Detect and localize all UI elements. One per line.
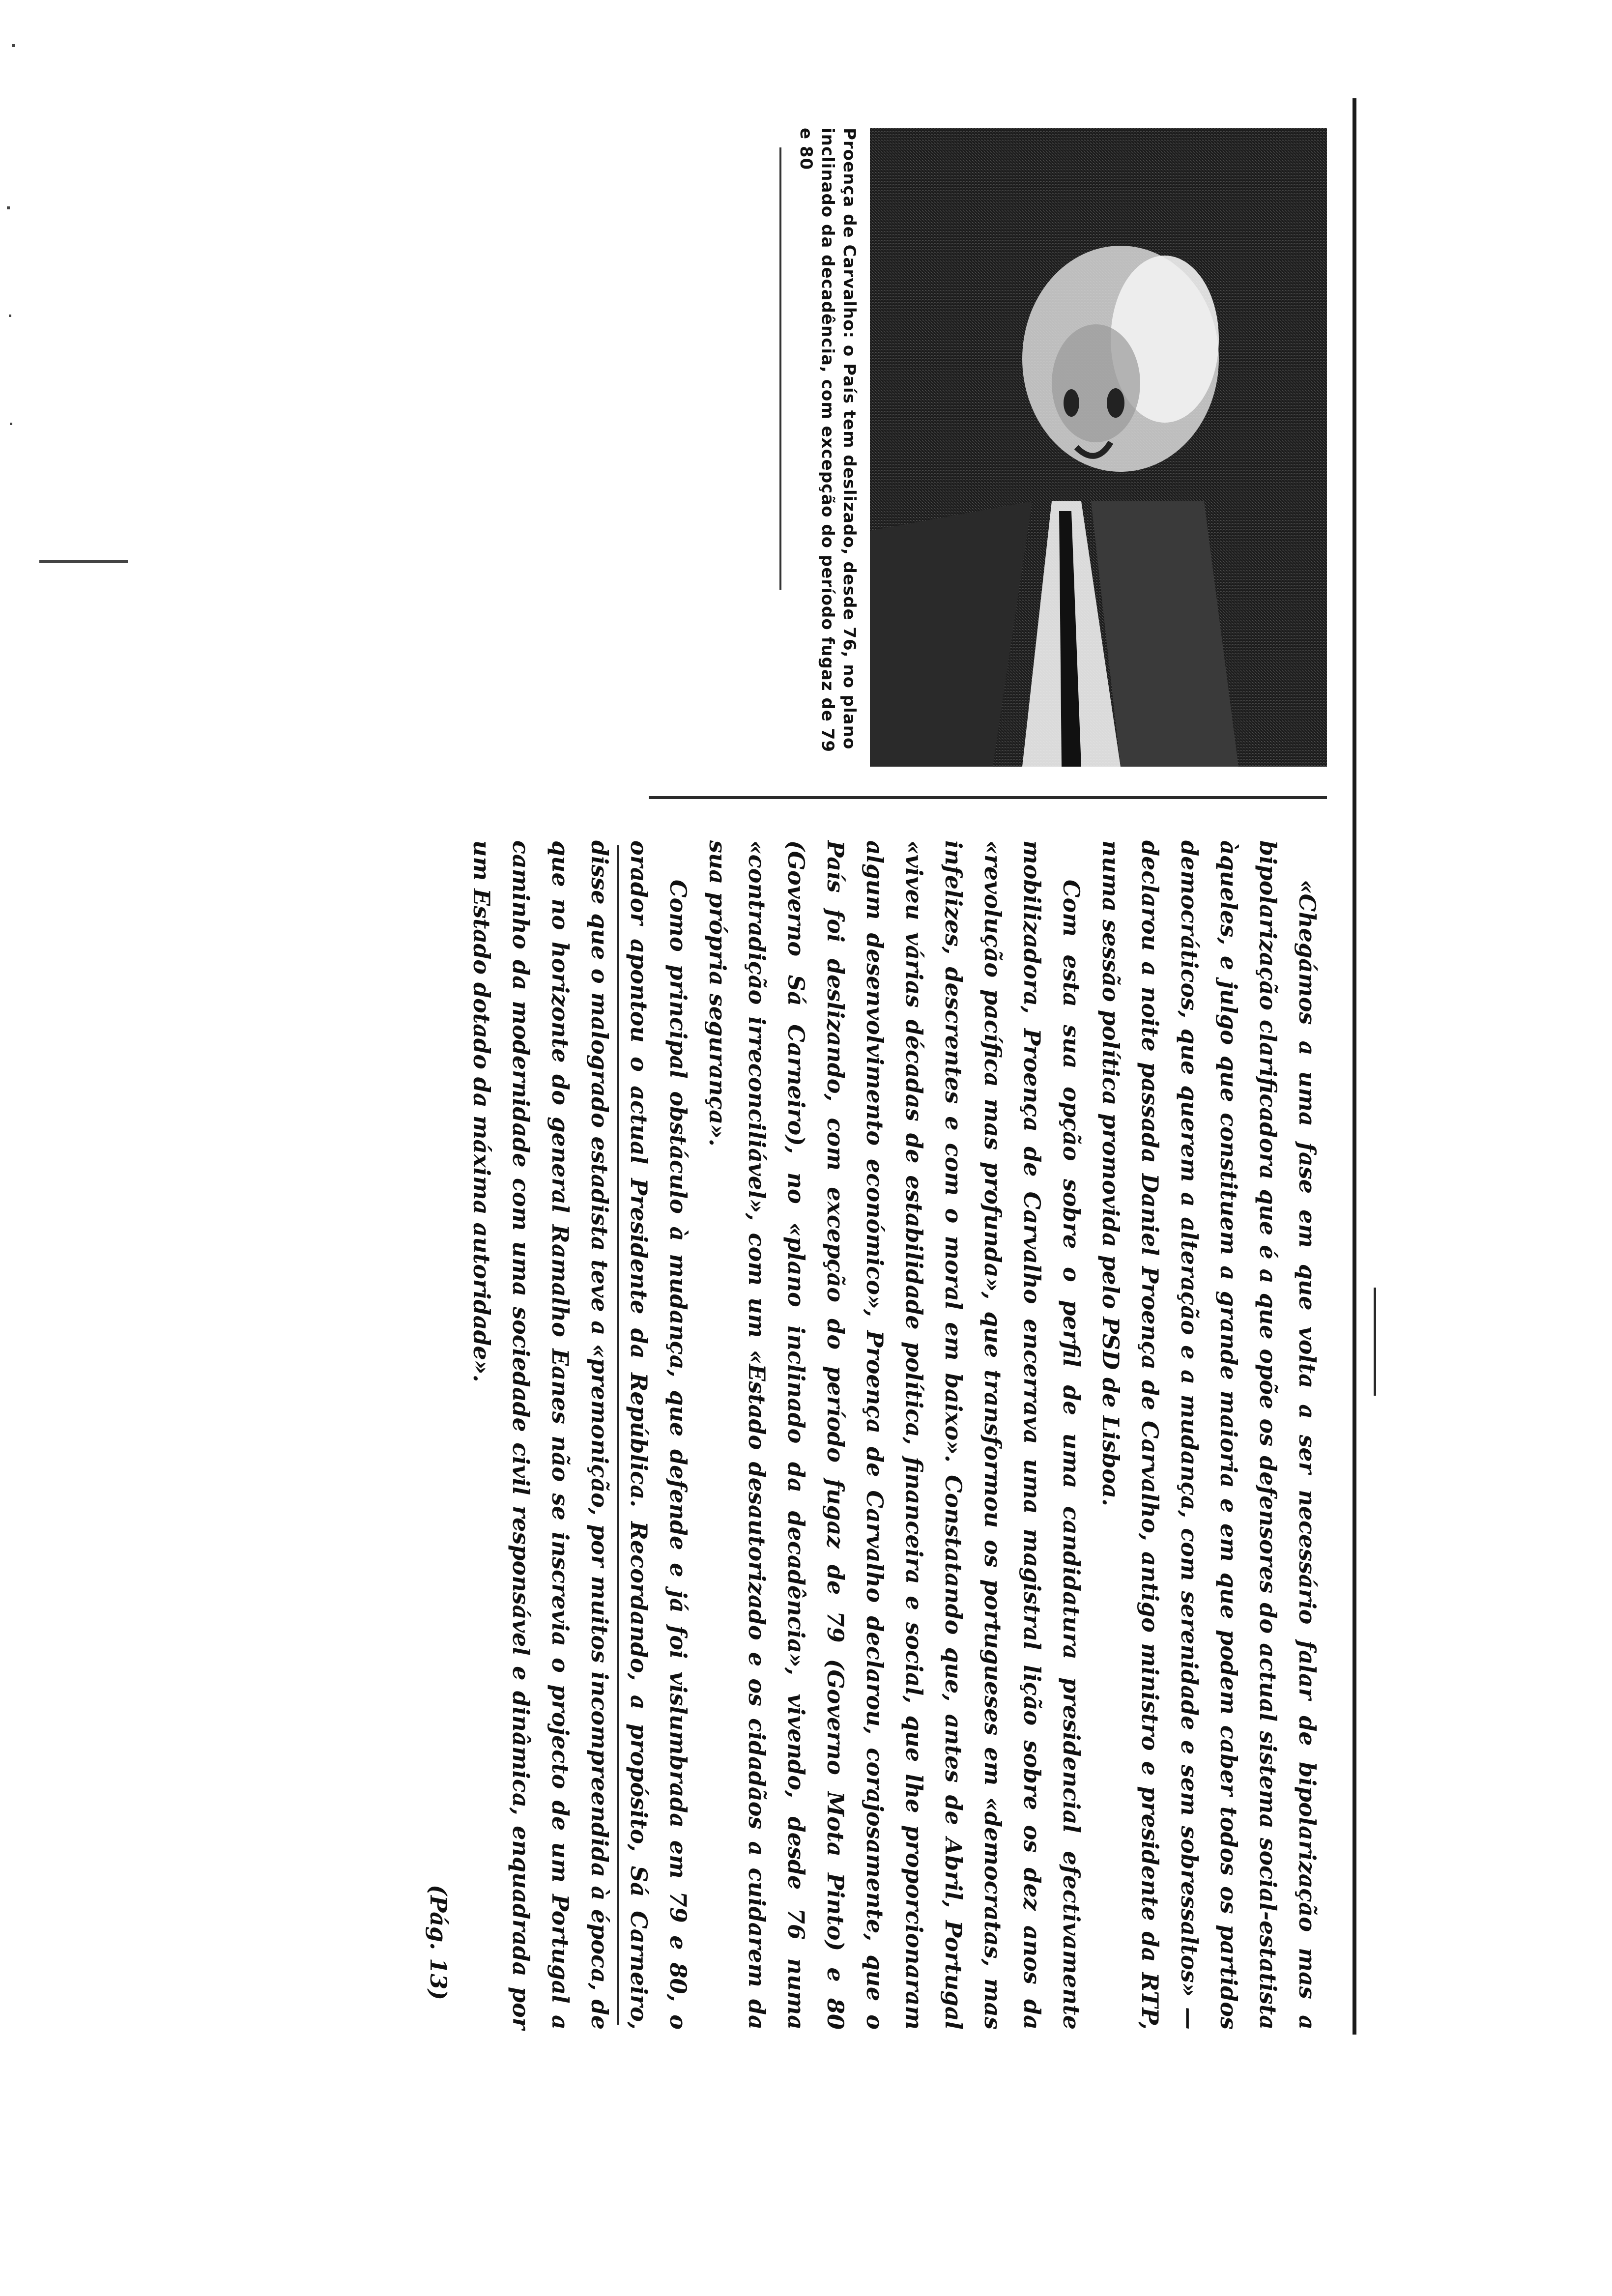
portrait-photo xyxy=(870,128,1327,767)
bottom-rule xyxy=(617,845,619,2025)
article-body xyxy=(425,840,1327,2030)
article-paragraph: Como principal obstáculo à mudança, que defende e já foi vislumbrada em 79 e 80, o orador apontou o actual Presidente da República. Recordando, a propósito, Sá Carneiro, disse que o malogrado estadista teve a «premonição, por muitos incompreendida à época, de que no horizonte do general Ramalho Eanes não se inscrevia o projecto de um Portugal a caminho da modernidade com uma sociedade civil responsável e dinâmica, enquadrada por um Estado dotado da máxima autoridade». xyxy=(468,840,691,2030)
rotated-clipping xyxy=(425,59,1356,2074)
photo-block xyxy=(786,128,1327,767)
top-rule xyxy=(1353,98,1356,2035)
caption-rule xyxy=(779,147,781,590)
column-rule xyxy=(649,796,1327,799)
portrait-illustration xyxy=(870,128,1327,767)
article-paragraph: Com esta sua opção sobre o perfil de uma candidatura presidencial efectivamente mobilizadora, Proença de Carvalho encerrava uma magistral lição sobre os dez anos da «revolução pacífica mas profunda», que transformou os portugueses em «democratas, mas infelizes, descrentes e com o moral em baixo». Constatando que, antes de Abril, Portugal «viveu várias décadas de estabilidade política, financeira e social, que lhe proporcionaram algum desenvolvimento económico», Proença de Carvalho declarou, corajosamente, que o País foi deslizando, com excepção do período fugaz de 79 (Governo Mota Pinto) e 80 (Governo Sá Carneiro), no «plano inclinado da decadência», vivendo, desde 76 numa «contradição irreconciliável», com um «Estado desautorizado e os cidadãos a cuidarem da sua própria segurança». xyxy=(704,840,1085,2030)
scan-speck xyxy=(7,206,10,209)
scan-speck xyxy=(10,423,12,425)
scan-speck xyxy=(9,315,11,317)
page-reference: (Pág. 13) xyxy=(425,1885,452,2000)
scan-mark xyxy=(39,560,128,563)
photo-caption: Proença de Carvalho: o País tem deslizado, desde 76, no plano inclinado da decadência, com excepção do período fugaz de 79 e 80 xyxy=(796,128,859,753)
mid-rule xyxy=(1374,1288,1376,1396)
scan-speck xyxy=(12,44,15,47)
article-paragraph: «Chegámos a uma fase em que volta a ser necessário falar de bipolarização mas a bipolarização clarificadora que é a que opõe os defensores do actual sistema social-estatista àqueles, e julgo que constituem a grande maioria e em que podem caber todos os partidos democráticos, que querem a alteração e a mudança, com serenidade e sem sobressaltos» — declarou a noite passada Daniel Proença de Carvalho, antigo ministro e presidente da RTP, numa sessão política promovida pelo PSD de Lisboa. xyxy=(1097,840,1321,2030)
